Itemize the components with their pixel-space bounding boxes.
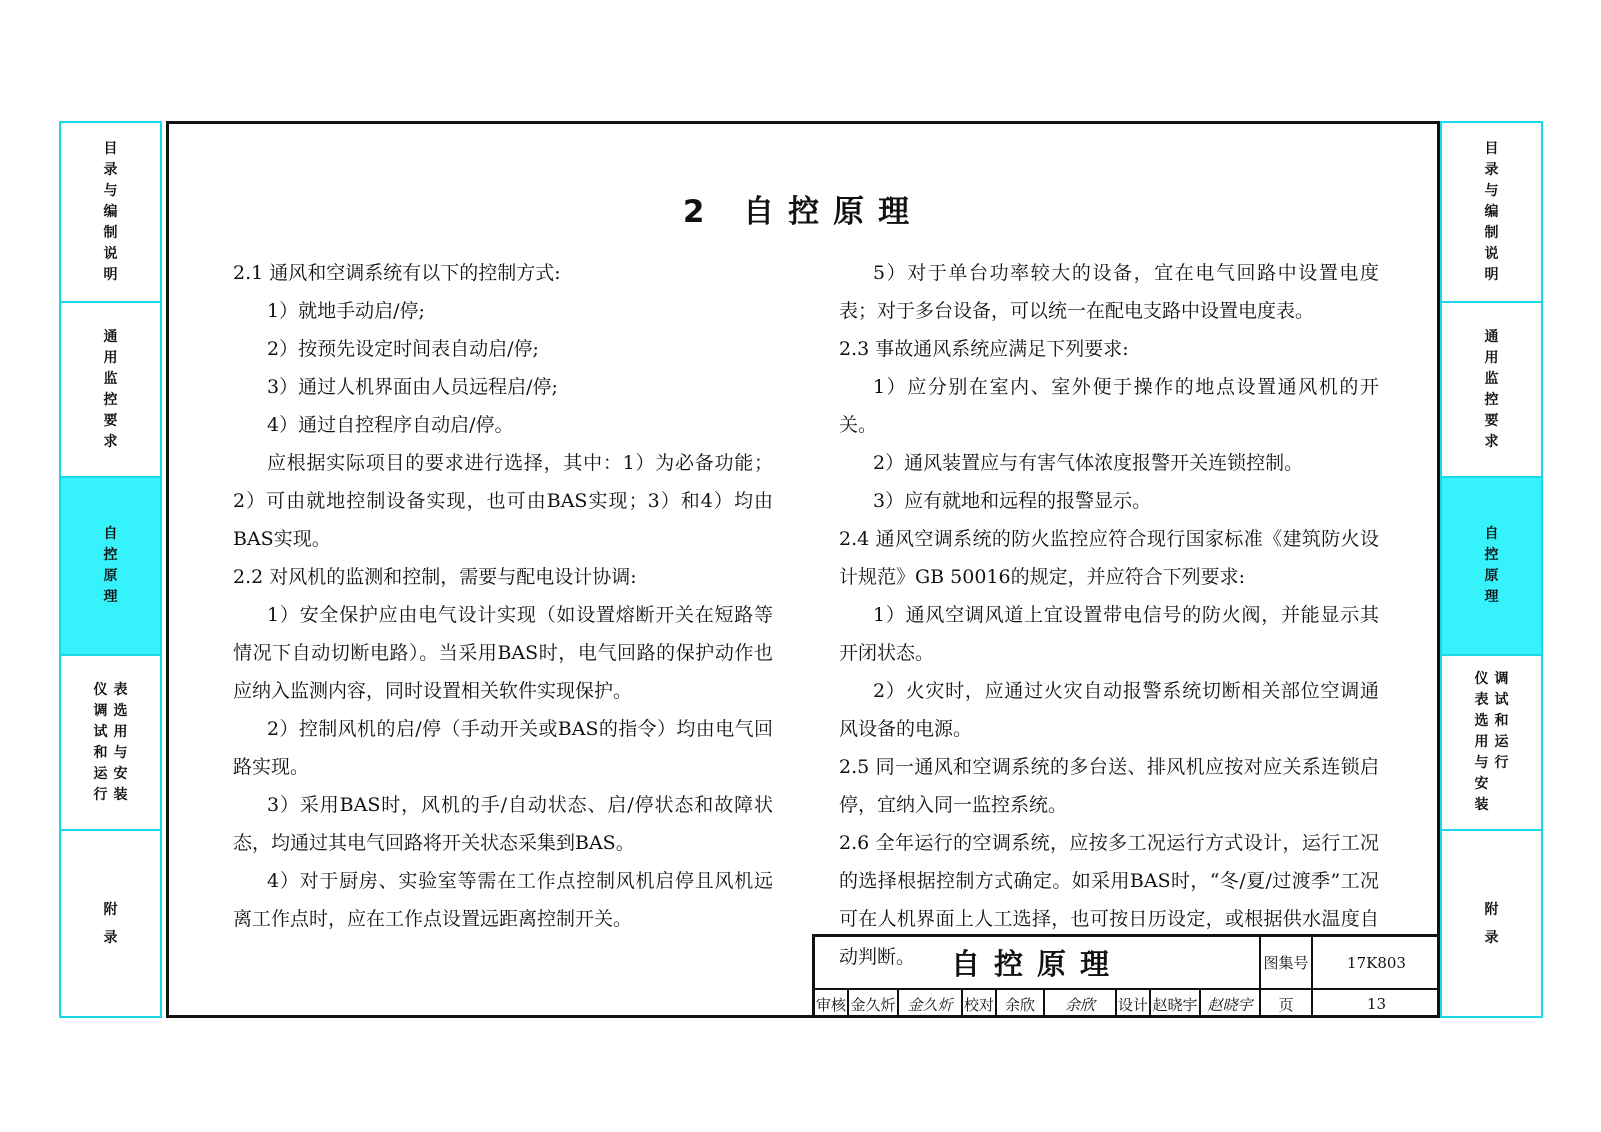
page-number: 13 (1366, 995, 1387, 1013)
paragraph: 应根据实际项目的要求进行选择，其中：1）为必备功能；2）可由就地控制设备实现，也可由BAS实现；3）和4）均由BAS实现。 (233, 452, 773, 550)
right-text-column (839, 254, 1379, 976)
paragraph: 3）采用BAS时，风机的手/自动状态、启/停状态和故障状态，均通过其电气回路将开关状态采集到BAS。 (233, 794, 773, 854)
paragraph: 2.3 事故通风系统应满足下列要求: (839, 338, 1129, 360)
paragraph: 2.5 同一通风和空调系统的多台送、排风机应按对应关系连锁启停，宜纳入同一监控系统。 (839, 756, 1379, 816)
design-label: 设计 (1117, 990, 1151, 1018)
nav-left-control-principle-label: 自控原理 (103, 526, 118, 605)
nav-right-instruments-label-col1: 仪表选用与安装 (1474, 671, 1489, 813)
reviewer-name: 金久炘 (849, 990, 899, 1018)
paragraph: 2）按预先设定时间表自动启/停; (267, 338, 539, 360)
paragraph: 3）应有就地和远程的报警显示。 (873, 490, 1152, 512)
page-title: 2 自控原理 (682, 194, 924, 230)
title-block-title: 自控原理 (815, 937, 1261, 990)
designer-name: 赵晓宇 (1151, 990, 1201, 1018)
nav-left-contents[interactable] (61, 123, 160, 303)
drawing-frame (166, 121, 1440, 1018)
paragraph: 2.1 通风和空调系统有以下的控制方式: (233, 262, 561, 284)
nav-right-general-monitoring-label: 通用监控要求 (1484, 328, 1499, 450)
check-label: 校对 (963, 990, 997, 1018)
checker-signature: 余欣 (1045, 990, 1117, 1018)
right-side-nav (1440, 121, 1543, 1018)
checker-name: 余欣 (997, 990, 1045, 1018)
paragraph: 2）通风装置应与有害气体浓度报警开关连锁控制。 (873, 452, 1304, 474)
designer-signature: 赵晓宇 (1201, 990, 1261, 1018)
page-label: 页 (1261, 990, 1313, 1018)
paragraph: 4）对于厨房、实验室等需在工作点控制风机启停且风机远离工作点时，应在工作点设置远距离控制开关。 (233, 870, 773, 930)
paragraph: 2.4 通风空调系统的防火监控应符合现行国家标准《建筑防火设计规范》GB 50016的规定，并应符合下列要求: (839, 528, 1379, 588)
nav-left-appendix-label: 附录 (103, 901, 118, 946)
nav-right-contents[interactable] (1442, 123, 1541, 303)
nav-left-instruments-label-col2: 表选用与安装 (113, 681, 128, 803)
nav-left-contents-label: 目录与编制说明 (103, 140, 118, 283)
nav-left-general-monitoring[interactable] (61, 303, 160, 478)
nav-right-instruments[interactable] (1442, 656, 1541, 831)
nav-left-control-principle[interactable] (61, 478, 160, 656)
paragraph: 2）控制风机的启/停（手动开关或BAS的指令）均由电气回路实现。 (233, 718, 773, 778)
paragraph: 3）通过人机界面由人员远程启/停; (267, 376, 558, 398)
paragraph: 4）通过自控程序自动启/停。 (267, 414, 514, 436)
nav-left-instruments[interactable] (61, 656, 160, 831)
nav-right-control-principle[interactable] (1442, 478, 1541, 656)
left-side-nav (59, 121, 162, 1018)
nav-left-instruments-label-col1: 仪调试和运行 (93, 681, 108, 803)
review-label: 审核 (815, 990, 849, 1018)
paragraph: 1）安全保护应由电气设计实现（如设置熔断开关在短路等情况下自动切断电路）。当采用BAS时，电气回路的保护动作也应纳入监测内容，同时设置相关软件实现保护。 (233, 604, 773, 702)
nav-right-contents-label: 目录与编制说明 (1484, 140, 1499, 283)
atlas-number: 17K803 (1313, 937, 1440, 990)
nav-right-appendix[interactable] (1442, 831, 1541, 1016)
nav-left-general-monitoring-label: 通用监控要求 (103, 328, 118, 450)
paragraph: 1）就地手动启/停; (267, 300, 425, 322)
paragraph: 2.6 全年运行的空调系统，应按多工况运行方式设计，运行工况的选择根据控制方式确定。如采用BAS时，“冬/夏/过渡季”工况可在人机界面上人工选择，也可按日历设定，或根据供水温度自动判断。 (839, 832, 1379, 968)
reviewer-signature: 金久炘 (899, 990, 963, 1018)
nav-right-control-principle-label: 自控原理 (1484, 526, 1499, 605)
nav-right-appendix-label: 附录 (1484, 901, 1499, 946)
nav-right-general-monitoring[interactable] (1442, 303, 1541, 478)
nav-left-appendix[interactable] (61, 831, 160, 1016)
paragraph: 2.2 对风机的监测和控制，需要与配电设计协调: (233, 566, 637, 588)
left-text-column (233, 254, 773, 938)
atlas-number-label: 图集号 (1261, 937, 1313, 990)
title-block (812, 934, 1440, 1018)
paragraph: 1）通风空调风道上宜设置带电信号的防火阀，并能显示其开闭状态。 (839, 604, 1379, 664)
paragraph: 2）火灾时，应通过火灾自动报警系统切断相关部位空调通风设备的电源。 (839, 680, 1379, 740)
paragraph: 1）应分别在室内、室外便于操作的地点设置通风机的开关。 (839, 376, 1379, 436)
paragraph: 5）对于单台功率较大的设备，宜在电气回路中设置电度表；对于多台设备，可以统一在配电支路中设置电度表。 (839, 262, 1379, 322)
nav-right-instruments-label-col2: 调试和运行 (1494, 671, 1509, 771)
